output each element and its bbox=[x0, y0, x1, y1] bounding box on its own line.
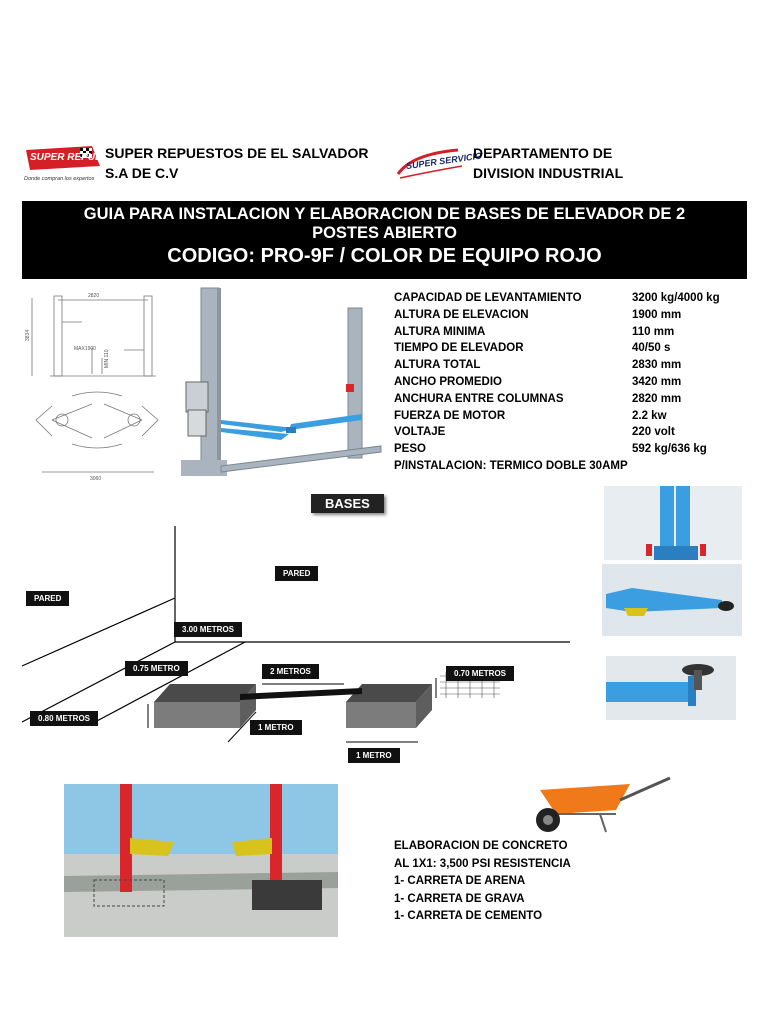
right-logo-text: SUPER SERVICIO bbox=[405, 150, 483, 172]
dim-080: 0.80 METROS bbox=[30, 711, 98, 726]
lift-render bbox=[64, 784, 338, 937]
spec-row bbox=[394, 374, 720, 391]
spec-row bbox=[394, 391, 720, 408]
title-banner bbox=[22, 201, 747, 279]
company-name: SUPER REPUESTOS DE EL SALVADOR bbox=[105, 145, 369, 161]
spec-label: ALTURA DE ELEVACION bbox=[394, 308, 529, 321]
spec-label: VOLTAJE bbox=[394, 426, 446, 439]
dim-bottom: 3060 bbox=[90, 476, 102, 482]
left-logo bbox=[22, 144, 129, 184]
spec-label: ANCHO PROMEDIO bbox=[394, 375, 502, 388]
spec-row bbox=[394, 424, 720, 441]
wheelbarrow-image bbox=[520, 770, 672, 840]
spec-value: 220 volt bbox=[632, 426, 675, 439]
concrete-line5: 1- CARRETA DE CEMENTO bbox=[394, 910, 543, 922]
wall-label-right: PARED bbox=[275, 566, 318, 581]
spec-value: 1900 mm bbox=[632, 308, 682, 321]
detail-photo-column bbox=[604, 486, 742, 560]
spec-row bbox=[394, 307, 720, 324]
company-type: S.A DE C.V bbox=[105, 165, 179, 181]
spec-row bbox=[394, 290, 720, 307]
spec-label: FUERZA DE MOTOR bbox=[394, 409, 506, 422]
spec-value: 40/50 s bbox=[632, 342, 671, 355]
spec-value: 592 kg/636 kg bbox=[632, 443, 707, 456]
dim-3m: 3.00 METROS bbox=[174, 622, 242, 637]
concrete-line1: ELABORACION DE CONCRETO bbox=[394, 840, 568, 852]
dim-1m-a: 1 METRO bbox=[250, 720, 302, 735]
spec-row bbox=[394, 357, 720, 374]
left-logo-text: SUPER REPUESTOS bbox=[30, 152, 129, 163]
spec-row bbox=[394, 441, 720, 458]
spec-row bbox=[394, 340, 720, 357]
spec-row bbox=[394, 324, 720, 341]
dim-070: 0.70 METROS bbox=[446, 666, 514, 681]
install-note: P/INSTALACION: TERMICO DOBLE 30AMP bbox=[394, 459, 628, 472]
spec-label: TIEMPO DE ELEVADOR bbox=[394, 342, 524, 355]
spec-value: 2830 mm bbox=[632, 359, 682, 372]
wall-label-left: PARED bbox=[26, 591, 69, 606]
spec-label: ALTURA MINIMA bbox=[394, 325, 486, 338]
spec-label: PESO bbox=[394, 443, 426, 456]
dim-inner: MAX1900 bbox=[74, 346, 96, 352]
dim-2m: 2 METROS bbox=[262, 664, 319, 679]
lift-photo bbox=[181, 284, 391, 480]
spec-value: 3200 kg/4000 kg bbox=[632, 292, 720, 304]
concrete-line2: AL 1X1: 3,500 PSI RESISTENCIA bbox=[394, 857, 571, 870]
code-line: CODIGO: PRO-9F / COLOR DE EQUIPO ROJO bbox=[167, 245, 602, 267]
detail-photo-arm bbox=[602, 564, 742, 636]
department-line2: DIVISION INDUSTRIAL bbox=[473, 165, 624, 181]
concrete-instructions bbox=[394, 838, 571, 926]
department-line1: DEPARTAMENTO DE bbox=[473, 145, 613, 161]
left-logo-tagline: Donde compran los expertos bbox=[24, 176, 95, 182]
dim-top: 2820 bbox=[88, 293, 100, 299]
dim-side: 3834 bbox=[25, 329, 31, 341]
title-line1: GUIA PARA INSTALACION Y ELABORACION DE BASES DE ELEVADOR DE 2 bbox=[83, 205, 686, 223]
concrete-line4: 1- CARRETA DE GRAVA bbox=[394, 892, 525, 905]
technical-drawing bbox=[22, 288, 172, 483]
spec-label: CAPACIDAD DE LEVANTAMIENTO bbox=[394, 292, 582, 304]
spec-label: ALTURA TOTAL bbox=[394, 359, 481, 372]
spec-value: 3420 mm bbox=[632, 375, 682, 388]
bases-diagram bbox=[0, 486, 600, 776]
dim-075: 0.75 METRO bbox=[125, 661, 188, 676]
bases-title: BASES bbox=[311, 494, 384, 513]
dim-1m-b: 1 METRO bbox=[348, 748, 400, 763]
detail-photo-pad bbox=[606, 656, 736, 720]
spec-value: 2.2 kw bbox=[632, 409, 667, 422]
right-logo bbox=[392, 144, 483, 182]
spec-value: 110 mm bbox=[632, 325, 675, 338]
spec-label: ANCHURA ENTRE COLUMNAS bbox=[394, 392, 564, 405]
dim-min: MIN 110 bbox=[104, 349, 110, 368]
spec-list bbox=[394, 290, 720, 475]
spec-value: 2820 mm bbox=[632, 392, 682, 405]
title-line2: POSTES ABIERTO bbox=[312, 224, 457, 242]
concrete-line3: 1- CARRETA DE ARENA bbox=[394, 875, 526, 887]
spec-row bbox=[394, 408, 720, 425]
